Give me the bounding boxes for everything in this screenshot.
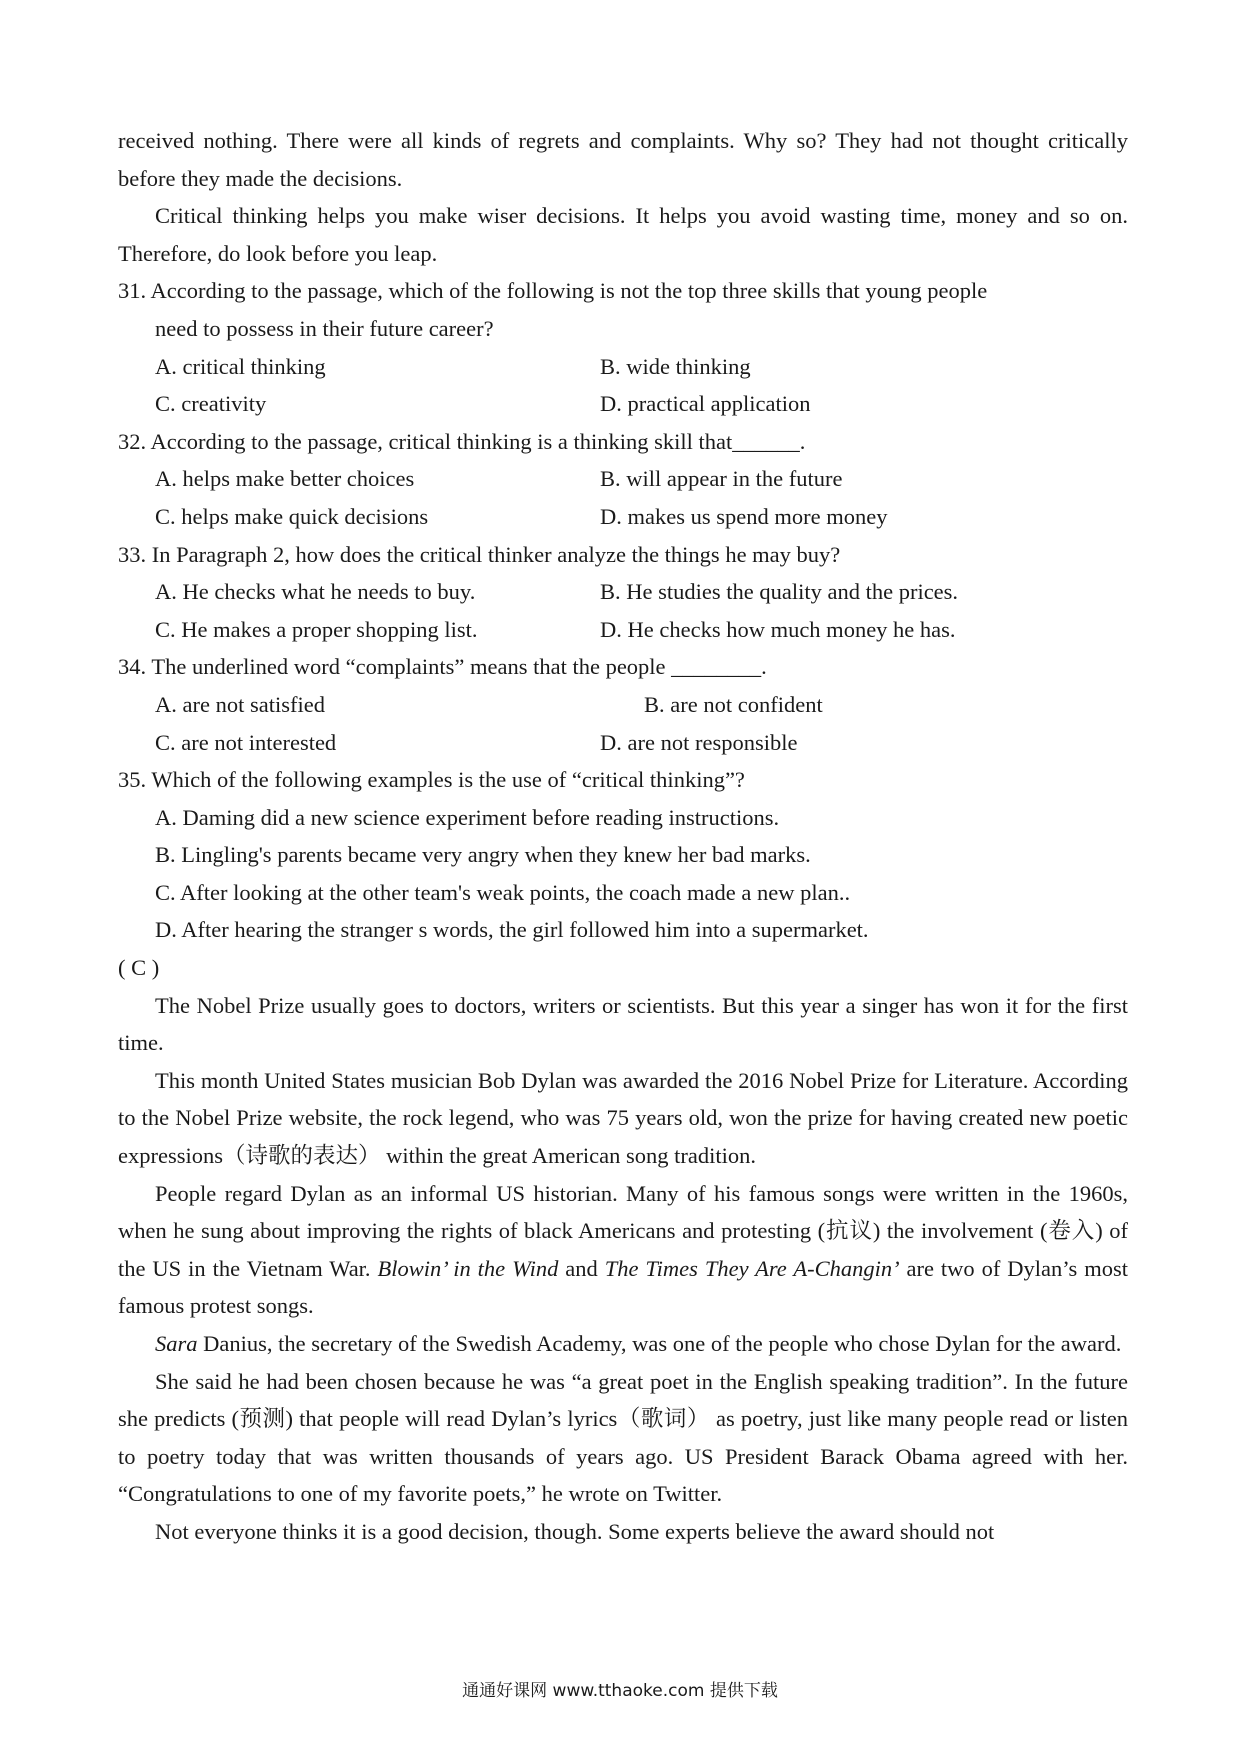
option-a[interactable]: A. Daming did a new science experiment before reading instructions. bbox=[155, 804, 780, 830]
option-b[interactable]: B. will appear in the future bbox=[600, 466, 843, 492]
option-c[interactable]: C. He makes a proper shopping list. bbox=[155, 616, 478, 642]
page-footer: 通通好课网 www.tthaoke.com 提供下载 bbox=[462, 1681, 778, 1701]
paragraph-text: are two of Dylan’s most famous protest songs. bbox=[118, 1255, 1129, 1319]
option-b[interactable]: B. are not confident bbox=[644, 691, 823, 717]
option-row bbox=[118, 611, 1128, 649]
question-33 bbox=[118, 536, 1128, 649]
section-heading: ( C ) bbox=[118, 955, 160, 981]
question-stem: 32. According to the passage, critical thinking is a thinking skill that______. bbox=[118, 428, 806, 454]
question-stem: 34. The underlined word “complaints” means that the people ________. bbox=[118, 654, 767, 680]
paragraph-text: Danius, the secretary of the Swedish Academy, was one of the people who chose Dylan for the award. bbox=[197, 1331, 1122, 1356]
option-c[interactable]: C. After looking at the other team's weak points, the coach made a new plan.. bbox=[155, 879, 851, 905]
option-b[interactable]: B. wide thinking bbox=[600, 353, 751, 379]
option-d[interactable]: D. After hearing the stranger s words, the girl followed him into a supermarket. bbox=[155, 917, 869, 943]
question-31 bbox=[118, 272, 1128, 422]
option-b[interactable]: B. Lingling's parents became very angry when they knew her bad marks. bbox=[155, 842, 811, 868]
question-32 bbox=[118, 423, 1128, 536]
option-row bbox=[118, 686, 1128, 724]
paragraph: Not everyone thinks it is a good decision, though. Some experts believe the award should not bbox=[155, 1518, 995, 1544]
paragraph: Critical thinking helps you make wiser decisions. It helps you avoid wasting time, money and so on. Therefore, do look before you leap. bbox=[118, 203, 1128, 266]
paragraph: The Nobel Prize usually goes to doctors, writers or scientists. But this year a singer has won it for the first time. bbox=[118, 992, 1128, 1056]
option-c[interactable]: C. creativity bbox=[155, 391, 267, 417]
option-row bbox=[118, 348, 1128, 386]
option-row bbox=[118, 573, 1128, 611]
option-a[interactable]: A. He checks what he needs to buy. bbox=[155, 579, 476, 605]
question-stem: 31. According to the passage, which of the following is not the top three skills that young people bbox=[118, 278, 988, 304]
question-stem: 35. Which of the following examples is the use of “critical thinking”? bbox=[118, 767, 745, 793]
paragraph: received nothing. There were all kinds of regrets and complaints. Why so? They had not thought critically before they made the decisions. bbox=[118, 128, 1128, 191]
option-row bbox=[118, 385, 1128, 423]
question-stem-continued: need to possess in their future career? bbox=[155, 315, 494, 341]
option-d[interactable]: D. are not responsible bbox=[600, 729, 798, 755]
question-34 bbox=[118, 648, 1128, 761]
option-c[interactable]: C. helps make quick decisions bbox=[155, 503, 429, 529]
song-title: Blowin’ in the Wind bbox=[377, 1255, 559, 1281]
option-a[interactable]: A. are not satisfied bbox=[155, 691, 325, 717]
option-d[interactable]: D. makes us spend more money bbox=[600, 503, 888, 529]
paragraph bbox=[118, 1325, 1128, 1363]
paragraph bbox=[118, 1175, 1128, 1325]
paragraph: She said he had been chosen because he was “a great poet in the English speaking tradition”. In the future she predicts (预测) that people will read Dylan’s lyrics（歌词） as poetry, just like many people read or listen to poetry today that was written thousands of years ago. US President Barack Obama agreed with her. “Congratulations to one of my favorite poets,” he wrote on Twitter. bbox=[118, 1368, 1128, 1507]
question-stem: 33. In Paragraph 2, how does the critical thinker analyze the things he may buy? bbox=[118, 541, 841, 567]
person-name: Sara bbox=[155, 1331, 198, 1356]
paragraph: This month United States musician Bob Dylan was awarded the 2016 Nobel Prize for Literature. According to the Nobel Prize website, the rock legend, who was 75 years old, won the prize for having created new poetic expressions（诗歌的表达） within the great American song tradition. bbox=[118, 1067, 1128, 1169]
paragraph-text: People regard Dylan as an informal US historian. Many of his famous songs were written in the 1960s, when he sung about improving the rights of black Americans and protesting (抗议) the involvement (卷入) of the US in the Vietnam War. bbox=[118, 1180, 1128, 1281]
question-35 bbox=[118, 761, 1128, 949]
option-a[interactable]: A. helps make better choices bbox=[155, 466, 415, 492]
option-d[interactable]: D. practical application bbox=[600, 391, 811, 417]
option-a[interactable]: A. critical thinking bbox=[155, 353, 326, 379]
option-c[interactable]: C. are not interested bbox=[155, 729, 337, 755]
option-row bbox=[118, 724, 1128, 762]
option-d[interactable]: D. He checks how much money he has. bbox=[600, 616, 956, 642]
page-content bbox=[118, 122, 1128, 1551]
song-title: The Times They Are A-Changin’ bbox=[604, 1255, 900, 1281]
option-b[interactable]: B. He studies the quality and the prices. bbox=[600, 579, 959, 605]
option-row bbox=[118, 460, 1128, 498]
option-row bbox=[118, 498, 1128, 536]
paragraph-text: and bbox=[558, 1255, 605, 1281]
